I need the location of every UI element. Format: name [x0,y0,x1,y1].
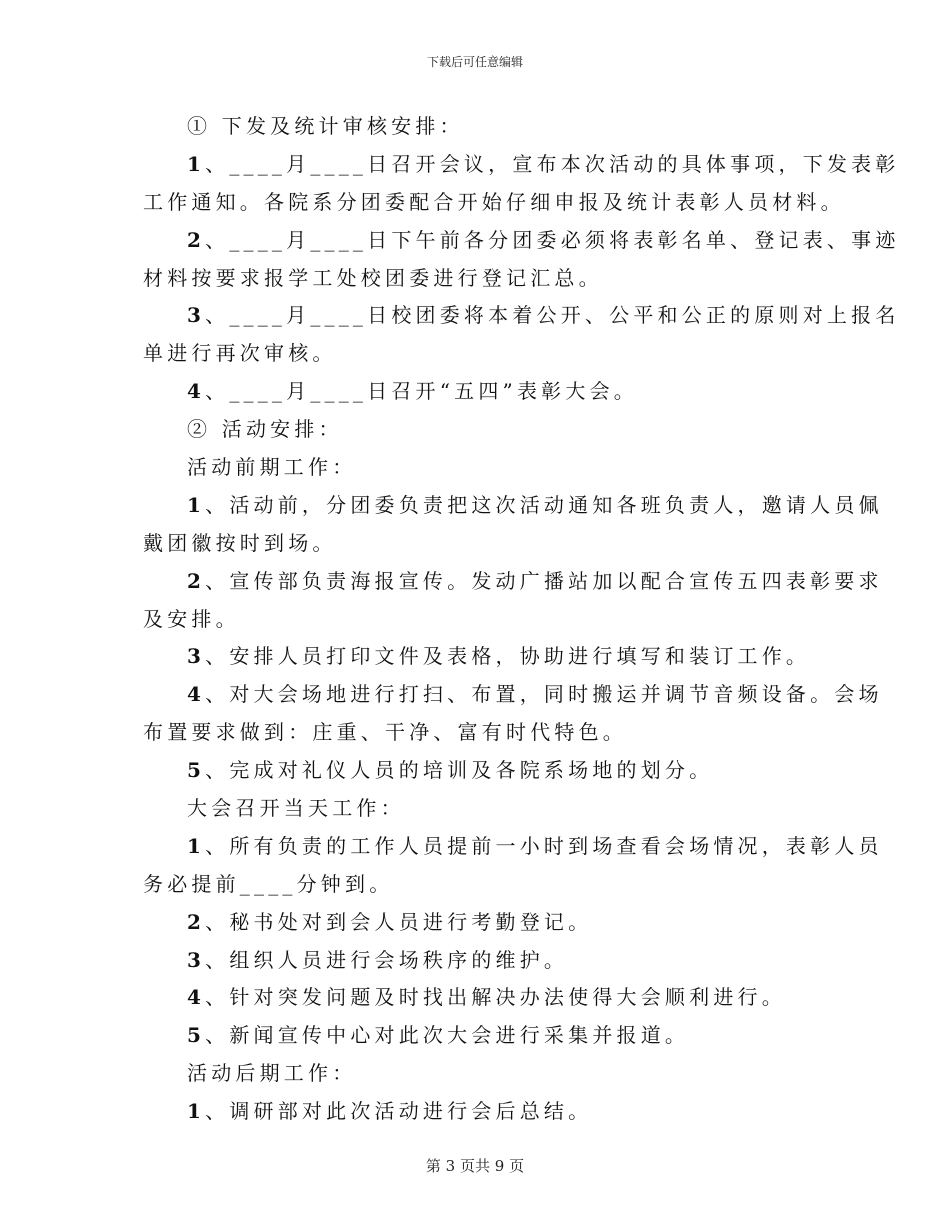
text-line [143,449,808,487]
item-number: 3 [187,303,206,328]
item-number: 2 [187,568,206,593]
text-line [143,108,808,146]
line-text: 活动后期工作： [187,1061,357,1086]
line-text: 戴团徽按时到场。 [143,530,337,555]
item-number: 1 [187,833,206,858]
text-line [143,184,845,222]
line-text: 、____月____日下午前各分团委必须将表彰名单、登记表、事迹 [205,227,900,252]
item-number: 4 [187,985,206,1010]
line-text: 活动前期工作： [187,455,357,480]
text-line [143,866,808,904]
item-number: 5 [187,1023,206,1048]
line-text: 及安排。 [143,606,240,631]
line-text: 、对大会场地进行打扫、布置，同时搬运并调节音频设备。会场 [205,682,883,707]
text-line [143,790,808,828]
line-text: 、____月____日召开会议，宣布本次活动的具体事项，下发表彰 [205,151,900,176]
text-line [143,752,808,790]
item-number: 2 [187,227,206,252]
line-text: 务必提前____分钟到。 [143,871,394,896]
line-text: 、针对突发问题及时找出解决办法使得大会顺利进行。 [205,985,786,1010]
line-text: 、所有负责的工作人员提前一小时到场查看会场情况，表彰人员 [205,833,883,858]
item-number: 1 [187,492,206,517]
item-number: 1 [187,151,206,176]
line-text: ② 活动安排： [187,417,343,442]
line-text: 、组织人员进行会场秩序的维护。 [205,947,569,972]
document-body [143,108,900,1131]
line-text: 单进行再次审核。 [143,341,337,366]
text-line [143,222,900,260]
text-line [143,1055,808,1093]
item-number: 3 [187,947,206,972]
text-line [143,676,883,714]
line-text: 、秘书处对到会人员进行考勤登记。 [205,909,593,934]
text-line [143,525,808,563]
text-line [143,714,808,752]
line-text: 工作通知。各院系分团委配合开始仔细申报及统计表彰人员材料。 [143,189,845,214]
line-text: 、____月____日召开“五四”表彰大会。 [205,379,638,404]
item-number: 4 [187,379,206,404]
text-line [143,601,808,639]
item-number: 1 [187,1099,206,1124]
text-line [143,979,808,1017]
line-text: 材料按要求报学工处校团委进行登记汇总。 [143,265,603,290]
line-text: 布置要求做到：庄重、干净、富有时代特色。 [143,720,627,745]
line-text: 、新闻宣传中心对此次大会进行采集并报道。 [205,1023,690,1048]
page-header: 下载后可任意编辑 [426,55,523,69]
text-line [143,373,808,411]
text-line [143,411,808,449]
line-text: 、完成对礼仪人员的培训及各院系场地的划分。 [205,758,714,783]
text-line [143,942,808,980]
text-line [143,904,808,942]
page-footer: 第 3 页共 9 页 [425,1157,525,1175]
line-text: 、活动前，分团委负责把这次活动通知各班负责人，邀请人员佩 [205,492,883,517]
text-line [143,638,811,676]
line-text: 、安排人员打印文件及表格，协助进行填写和装订工作。 [205,644,811,669]
item-number: 2 [187,909,206,934]
line-text: 、宣传部负责海报宣传。发动广播站加以配合宣传五四表彰要求 [205,568,883,593]
text-line [143,297,900,335]
text-line [143,335,808,373]
text-line [143,1093,808,1131]
text-line [143,828,883,866]
text-line [143,260,808,298]
text-line [143,563,883,601]
text-line [143,487,883,525]
line-text: 、____月____日校团委将本着公开、公平和公正的原则对上报名 [205,303,900,328]
line-text: 、调研部对此次活动进行会后总结。 [205,1099,593,1124]
line-text: 大会召开当天工作： [187,796,405,821]
item-number: 5 [187,758,206,783]
text-line [143,1017,808,1055]
item-number: 4 [187,682,206,707]
item-number: 3 [187,644,206,669]
text-line [143,146,900,184]
line-text: ① 下发及统计审核安排： [187,114,464,138]
